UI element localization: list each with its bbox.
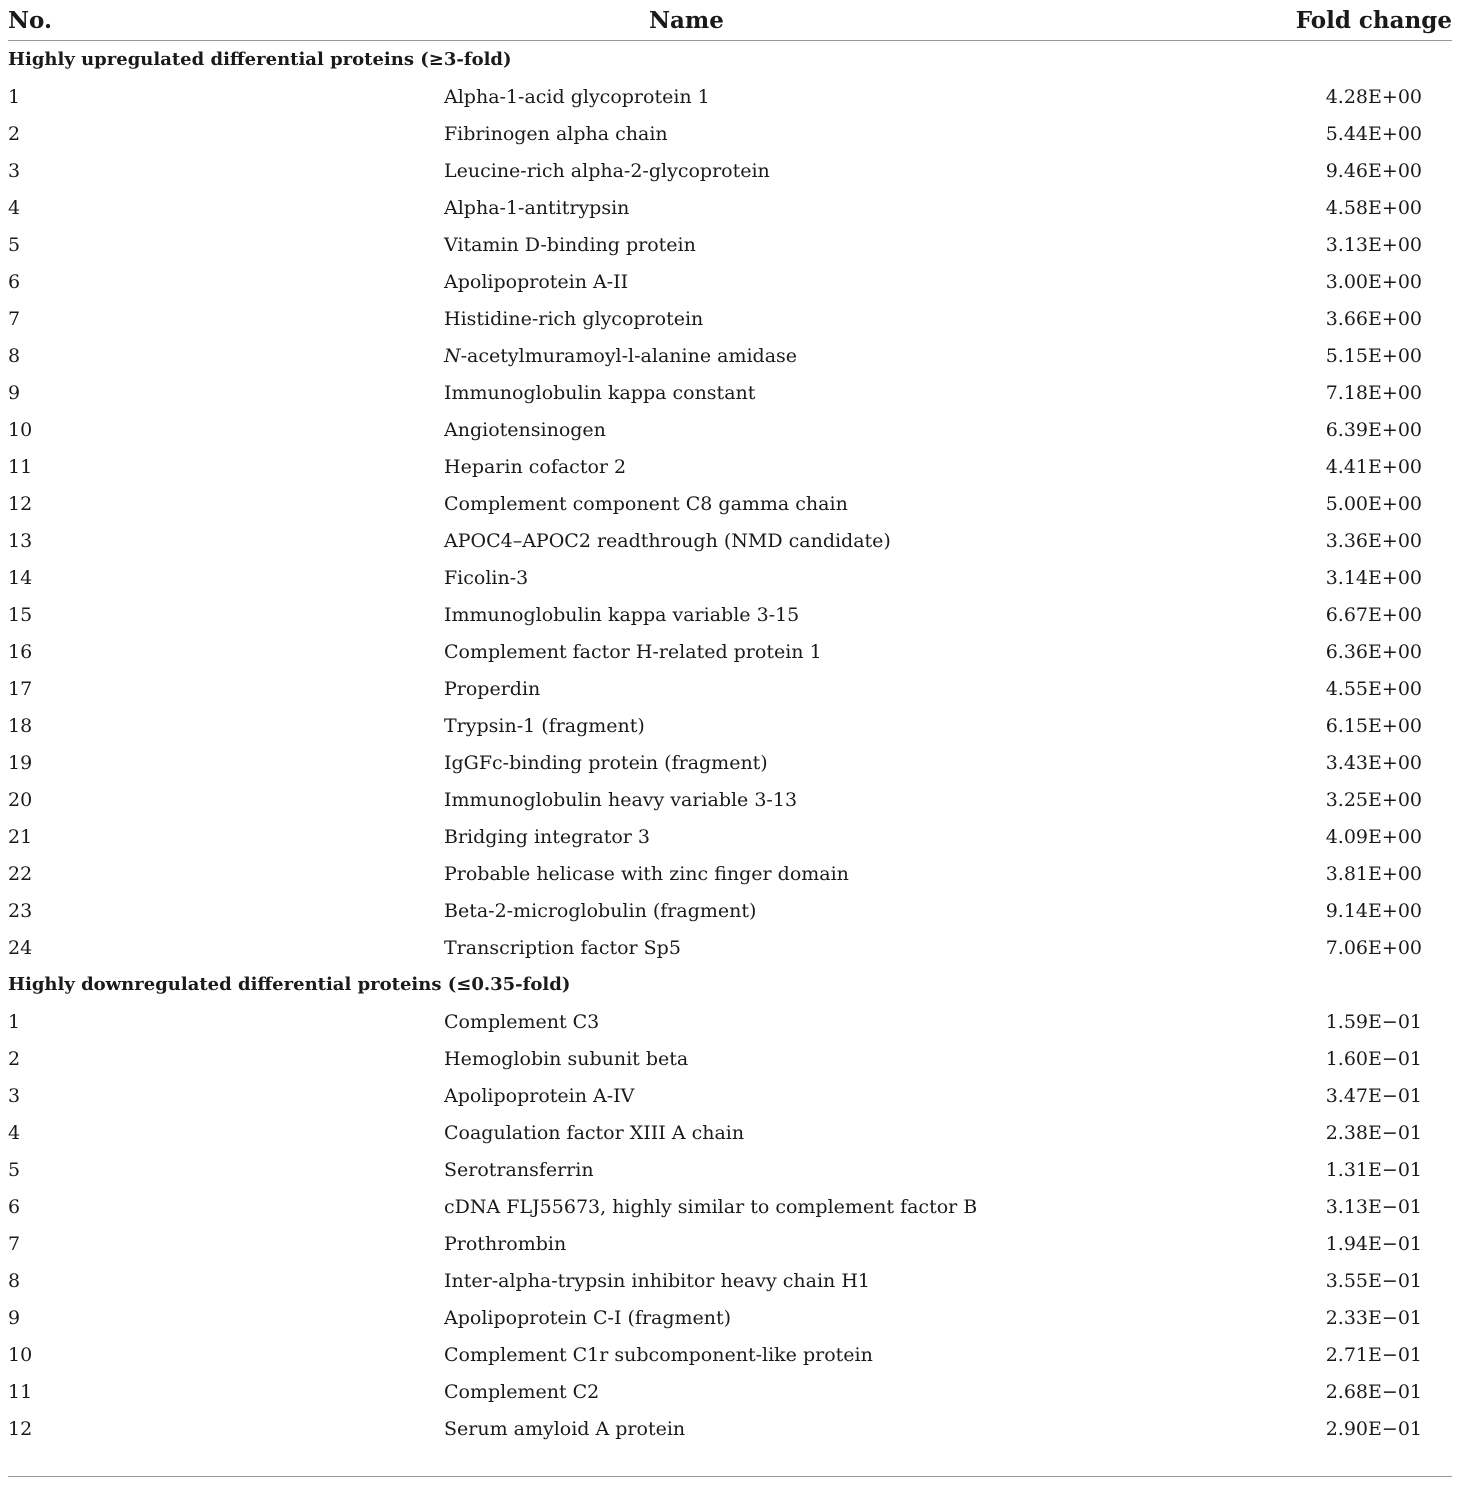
- cell-fold-change: 2.33E−01: [1325, 1306, 1422, 1329]
- cell-name: Complement C3: [444, 1010, 600, 1033]
- cell-fold-change: 6.39E+00: [1325, 418, 1422, 441]
- cell-name: Alpha-1-antitrypsin: [444, 196, 630, 219]
- table-row: [8, 152, 1452, 189]
- cell-fold-change: 5.44E+00: [1325, 122, 1422, 145]
- cell-name: Serotransferrin: [444, 1158, 594, 1181]
- table-row: [8, 781, 1452, 818]
- cell-name: IgGFc-binding protein (fragment): [444, 751, 768, 774]
- table-row: [8, 337, 1452, 374]
- cell-name: Apolipoprotein A-II: [444, 270, 629, 293]
- cell-fold-change: 7.18E+00: [1325, 381, 1422, 404]
- cell-no: 19: [8, 751, 33, 774]
- cell-name: Coagulation factor XIII A chain: [444, 1121, 745, 1144]
- cell-fold-change: 6.67E+00: [1325, 603, 1422, 626]
- cell-fold-change: 4.28E+00: [1325, 85, 1422, 108]
- cell-name: Bridging integrator 3: [444, 825, 651, 848]
- table-row: [8, 855, 1452, 892]
- table-header-row: [8, 0, 1452, 41]
- table-row: [8, 1040, 1452, 1077]
- cell-fold-change: 3.00E+00: [1325, 270, 1422, 293]
- cell-no: 5: [8, 233, 21, 256]
- cell-no: 14: [8, 566, 33, 589]
- cell-name: Hemoglobin subunit beta: [444, 1047, 689, 1070]
- cell-fold-change: 3.81E+00: [1325, 862, 1422, 885]
- cell-fold-change: 7.06E+00: [1325, 936, 1422, 959]
- table-row: [8, 1373, 1452, 1410]
- cell-fold-change: 5.00E+00: [1325, 492, 1422, 515]
- section-title: Highly downregulated differential proteins (≤0.35-fold): [8, 974, 571, 995]
- cell-name: Fibrinogen alpha chain: [444, 122, 668, 145]
- header-fold-change: Fold change: [1292, 0, 1452, 41]
- table-row: [8, 226, 1452, 263]
- cell-name: Complement factor H-related protein 1: [444, 640, 822, 663]
- cell-no: 8: [8, 344, 21, 367]
- table-row: [8, 670, 1452, 707]
- protein-fold-change-table: [8, 0, 1452, 1447]
- cell-fold-change: 6.15E+00: [1325, 714, 1422, 737]
- cell-fold-change: 2.38E−01: [1325, 1121, 1422, 1144]
- cell-no: 11: [8, 455, 33, 478]
- cell-name: Complement component C8 gamma chain: [444, 492, 848, 515]
- cell-name: Serum amyloid A protein: [444, 1417, 686, 1440]
- cell-fold-change: 4.09E+00: [1325, 825, 1422, 848]
- table-row: [8, 1188, 1452, 1225]
- table-row: [8, 1003, 1452, 1040]
- cell-fold-change: 3.14E+00: [1325, 566, 1422, 589]
- table-row: [8, 1114, 1452, 1151]
- cell-name: Apolipoprotein A-IV: [444, 1084, 635, 1107]
- cell-fold-change: 3.36E+00: [1325, 529, 1422, 552]
- table-row: [8, 818, 1452, 855]
- table-row: [8, 300, 1452, 337]
- cell-fold-change: 1.31E−01: [1325, 1158, 1422, 1181]
- cell-no: 22: [8, 862, 33, 885]
- cell-no: 7: [8, 1232, 21, 1255]
- cell-no: 21: [8, 825, 33, 848]
- table-row: [8, 1262, 1452, 1299]
- section-header-row: [8, 41, 1452, 79]
- table-body: [8, 41, 1452, 1448]
- cell-name: Immunoglobulin heavy variable 3-13: [444, 788, 798, 811]
- table-row: [8, 1151, 1452, 1188]
- cell-no: 3: [8, 159, 21, 182]
- cell-no: 3: [8, 1084, 21, 1107]
- table-row: [8, 263, 1452, 300]
- cell-name: Alpha-1-acid glycoprotein 1: [444, 85, 710, 108]
- table-row: [8, 1077, 1452, 1114]
- cell-no: 23: [8, 899, 33, 922]
- cell-name: APOC4–APOC2 readthrough (NMD candidate): [444, 529, 891, 552]
- cell-fold-change: 2.68E−01: [1325, 1380, 1422, 1403]
- cell-no: 16: [8, 640, 33, 663]
- cell-fold-change: 6.36E+00: [1325, 640, 1422, 663]
- cell-no: 1: [8, 1010, 21, 1033]
- cell-no: 15: [8, 603, 33, 626]
- cell-no: 4: [8, 1121, 21, 1144]
- cell-name: Angiotensinogen: [444, 418, 606, 441]
- cell-fold-change: 3.47E−01: [1325, 1084, 1422, 1107]
- table-row: [8, 522, 1452, 559]
- cell-no: 2: [8, 122, 21, 145]
- cell-name: Immunoglobulin kappa variable 3-15: [444, 603, 800, 626]
- cell-no: 10: [8, 1343, 33, 1366]
- table-row: [8, 559, 1452, 596]
- table-row: [8, 1336, 1452, 1373]
- cell-no: 4: [8, 196, 21, 219]
- cell-no: 10: [8, 418, 33, 441]
- table-row: [8, 1225, 1452, 1262]
- cell-name: Trypsin-1 (fragment): [444, 714, 645, 737]
- table-row: [8, 633, 1452, 670]
- cell-no: 13: [8, 529, 33, 552]
- table-row: [8, 892, 1452, 929]
- cell-fold-change: 1.60E−01: [1325, 1047, 1422, 1070]
- cell-no: 18: [8, 714, 33, 737]
- cell-fold-change: 2.71E−01: [1325, 1343, 1422, 1366]
- table-row: [8, 115, 1452, 152]
- cell-name: cDNA FLJ55673, highly similar to complement factor B: [444, 1195, 978, 1218]
- cell-no: 2: [8, 1047, 21, 1070]
- cell-no: 20: [8, 788, 33, 811]
- table-row: [8, 1299, 1452, 1336]
- cell-fold-change: 1.59E−01: [1325, 1010, 1422, 1033]
- table-row: [8, 189, 1452, 226]
- cell-fold-change: 9.46E+00: [1325, 159, 1422, 182]
- cell-no: 11: [8, 1380, 33, 1403]
- cell-no: 12: [8, 1417, 33, 1440]
- cell-fold-change: 3.13E+00: [1325, 233, 1422, 256]
- table-row: [8, 485, 1452, 522]
- section-title: Highly upregulated differential proteins (≥3-fold): [8, 49, 512, 70]
- table-row: [8, 744, 1452, 781]
- cell-fold-change: 1.94E−01: [1325, 1232, 1422, 1255]
- cell-fold-change: 2.90E−01: [1325, 1417, 1422, 1440]
- cell-no: 9: [8, 1306, 21, 1329]
- cell-fold-change: 4.41E+00: [1325, 455, 1422, 478]
- cell-name: Prothrombin: [444, 1232, 567, 1255]
- table-row: [8, 78, 1452, 115]
- cell-name: Heparin cofactor 2: [444, 455, 627, 478]
- cell-name: N-acetylmuramoyl-l-alanine amidase: [444, 344, 798, 367]
- cell-name: Transcription factor Sp5: [444, 936, 681, 959]
- cell-no: 9: [8, 381, 21, 404]
- cell-fold-change: 4.58E+00: [1325, 196, 1422, 219]
- cell-fold-change: 3.13E−01: [1325, 1195, 1422, 1218]
- cell-fold-change: 3.25E+00: [1325, 788, 1422, 811]
- cell-no: 17: [8, 677, 33, 700]
- table-row: [8, 596, 1452, 633]
- cell-no: 5: [8, 1158, 21, 1181]
- cell-name: Ficolin-3: [444, 566, 529, 589]
- cell-no: 24: [8, 936, 33, 959]
- cell-name: Complement C1r subcomponent-like protein: [444, 1343, 873, 1366]
- cell-no: 6: [8, 270, 21, 293]
- header-name: Name: [444, 0, 1292, 41]
- cell-fold-change: 9.14E+00: [1325, 899, 1422, 922]
- cell-no: 6: [8, 1195, 21, 1218]
- cell-name: Leucine-rich alpha-2-glycoprotein: [444, 159, 770, 182]
- protein-table-container: [8, 0, 1452, 1447]
- cell-no: 12: [8, 492, 33, 515]
- cell-name: Complement C2: [444, 1380, 600, 1403]
- cell-name: Beta-2-microglobulin (fragment): [444, 899, 757, 922]
- section-header-row: [8, 966, 1452, 1003]
- cell-fold-change: 3.66E+00: [1325, 307, 1422, 330]
- cell-name: Apolipoprotein C-I (fragment): [444, 1306, 732, 1329]
- cell-name: Inter-alpha-trypsin inhibitor heavy chain H1: [444, 1269, 870, 1292]
- cell-no: 1: [8, 85, 21, 108]
- table-row: [8, 929, 1452, 966]
- cell-fold-change: 3.43E+00: [1325, 751, 1422, 774]
- cell-name: Immunoglobulin kappa constant: [444, 381, 756, 404]
- bottom-rule: [8, 1476, 1452, 1477]
- cell-fold-change: 5.15E+00: [1325, 344, 1422, 367]
- cell-no: 7: [8, 307, 21, 330]
- table-row: [8, 707, 1452, 744]
- cell-name: Vitamin D-binding protein: [444, 233, 696, 256]
- table-row: [8, 374, 1452, 411]
- cell-name: Probable helicase with zinc finger domain: [444, 862, 849, 885]
- cell-name: Histidine-rich glycoprotein: [444, 307, 704, 330]
- cell-fold-change: 4.55E+00: [1325, 677, 1422, 700]
- table-row: [8, 1410, 1452, 1447]
- table-row: [8, 448, 1452, 485]
- cell-no: 8: [8, 1269, 21, 1292]
- header-no: No.: [8, 0, 444, 41]
- cell-name: Properdin: [444, 677, 541, 700]
- cell-fold-change: 3.55E−01: [1325, 1269, 1422, 1292]
- table-row: [8, 411, 1452, 448]
